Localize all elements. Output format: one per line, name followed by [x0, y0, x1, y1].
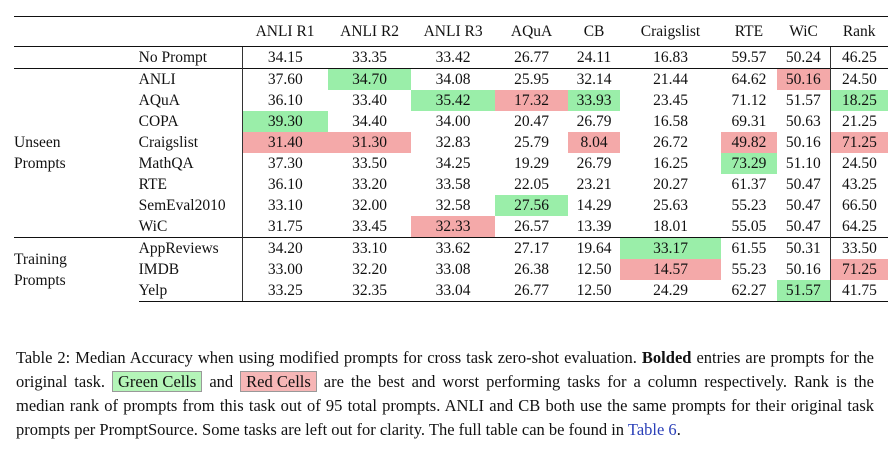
group-label-empty	[14, 47, 139, 69]
table-cell: 24.50	[830, 69, 888, 91]
table-cell: 33.25	[242, 280, 327, 302]
column-header: Craigslist	[620, 17, 721, 47]
table-cell: 13.39	[576, 218, 612, 235]
table-cell: 26.38	[514, 261, 549, 278]
table-cell: 55.23	[731, 197, 767, 214]
table-cell: 33.58	[435, 176, 471, 193]
group-label	[14, 238, 139, 302]
table-row	[14, 259, 888, 280]
table-cell: 33.10	[328, 238, 412, 260]
table-cell: 71.25	[830, 132, 888, 153]
table-cell: 25.63	[653, 197, 688, 214]
table-cell: 50.16	[785, 134, 821, 151]
table-cell: 33.17	[620, 238, 721, 260]
table-cell: 46.25	[830, 47, 888, 69]
prompt-name: MathQA	[138, 155, 194, 172]
table-cell: 20.27	[653, 176, 688, 193]
table-cell: 51.10	[785, 155, 821, 172]
table-cell: 18.01	[653, 218, 688, 235]
table-cell: 69.31	[731, 113, 767, 130]
table-cell: 19.64	[568, 238, 620, 260]
table-cell: 31.30	[328, 132, 412, 153]
table-cell: 33.00	[242, 259, 327, 280]
table-cell: 50.31	[777, 238, 831, 260]
table-cell: 33.40	[352, 92, 387, 109]
table-cell: 41.75	[830, 280, 888, 302]
red-cells-chip: Red Cells	[240, 371, 317, 392]
table-cell: 59.57	[721, 47, 777, 69]
table-cell: 55.05	[731, 218, 767, 235]
table-cell: 50.16	[785, 261, 821, 278]
table-cell: 37.30	[242, 153, 327, 174]
table-row	[14, 174, 888, 195]
table-cell: 33.35	[328, 47, 412, 69]
caption-text: entries are prompts for the original task.	[16, 348, 875, 391]
table-cell: 35.42	[411, 90, 495, 111]
table-cell: 32.58	[435, 197, 471, 214]
group-label-line: Prompts	[14, 271, 66, 289]
table-cell: 61.55	[721, 238, 777, 260]
table-cell: 73.29	[721, 153, 777, 174]
table-cell: 33.20	[352, 176, 387, 193]
prompt-name: SemEval2010	[138, 197, 226, 214]
table-cell: 55.23	[731, 261, 767, 278]
column-header: AQuA	[495, 17, 568, 47]
table-cell: 18.25	[830, 90, 888, 111]
table-row	[14, 111, 888, 132]
table-cell: 26.79	[576, 155, 612, 172]
table-cell: 33.45	[352, 218, 387, 235]
table-cell: 34.70	[328, 69, 412, 91]
table-cell: 32.83	[435, 134, 471, 151]
table-cell: 50.63	[785, 113, 821, 130]
table-cell: 32.00	[352, 197, 387, 214]
results-table	[14, 16, 888, 302]
table-cell: 20.47	[514, 113, 549, 130]
table-cell: 71.12	[731, 92, 767, 109]
table-cell: 50.24	[777, 47, 831, 69]
table-cell: 16.25	[653, 155, 688, 172]
prompt-name: Yelp	[139, 280, 243, 302]
table-caption	[16, 346, 874, 442]
table-cell: 66.50	[830, 195, 888, 216]
caption-text: and	[202, 372, 241, 391]
table-cell: 33.50	[830, 238, 888, 260]
table-cell: 32.14	[568, 69, 620, 91]
table-cell: 23.45	[653, 92, 688, 109]
table-cell: 26.57	[514, 218, 549, 235]
caption-bolded-word: Bolded	[641, 348, 692, 367]
table-cell: 36.10	[242, 174, 327, 195]
table-cell: 39.30	[242, 111, 327, 132]
table-cell: 24.11	[568, 47, 620, 69]
table-cell: 23.21	[576, 176, 612, 193]
table-cell: 36.10	[242, 90, 327, 111]
header-row	[14, 17, 888, 47]
prompt-name: No Prompt	[139, 47, 243, 69]
table-body	[14, 47, 888, 302]
table-cell: 33.93	[568, 90, 620, 111]
table-cell: 12.50	[568, 280, 620, 302]
table-cell: 27.17	[495, 238, 568, 260]
table-cell: 21.25	[830, 111, 888, 132]
table-row	[14, 132, 888, 153]
table-cell: 19.29	[514, 155, 549, 172]
table-cell: 17.32	[495, 90, 568, 111]
table-cell: 37.60	[242, 69, 327, 91]
table-row	[14, 47, 888, 69]
table-cell: 14.57	[620, 259, 721, 280]
column-header: Rank	[830, 17, 888, 47]
table-cell: 51.57	[777, 280, 831, 302]
column-header: ANLI R3	[411, 17, 495, 47]
table-cell: 51.57	[785, 92, 821, 109]
table-cell: 31.40	[242, 132, 327, 153]
table-cell: 34.00	[435, 113, 471, 130]
caption-text: Table 2: Median Accuracy when using modified prompts for cross task zero-shot evaluation.	[16, 348, 642, 367]
table-cell: 21.44	[620, 69, 721, 91]
table-row	[14, 69, 888, 91]
header-empty	[14, 17, 139, 47]
table-cell: 24.50	[830, 153, 888, 174]
column-header: ANLI R1	[242, 17, 327, 47]
table-row	[14, 280, 888, 302]
table-cell: 31.75	[242, 216, 327, 238]
table-cell: 71.25	[830, 259, 888, 280]
table-cell: 33.10	[242, 195, 327, 216]
table-cell: 61.37	[731, 176, 767, 193]
table-cell: 26.77	[495, 47, 568, 69]
table-cell: 33.08	[435, 261, 471, 278]
table-cell: 27.56	[495, 195, 568, 216]
table-cell: 33.42	[411, 47, 495, 69]
caption-text: are the best and worst performing tasks for a column respectively. Rank is the median rank of prompts from this task out of 95 total prompts. ANLI and CB both use the same prompts for their original task prompts per PromptSource. Some tasks are left out for clarity. The full table can be found in	[16, 372, 874, 439]
column-header: ANLI R2	[328, 17, 412, 47]
table-cell: 22.05	[514, 176, 549, 193]
table-cell: 34.40	[352, 113, 387, 130]
table-cell: 34.20	[242, 238, 327, 260]
prompt-name: IMDB	[138, 261, 180, 278]
table-cell: 16.58	[653, 113, 688, 130]
table-cell: 25.79	[514, 134, 549, 151]
prompt-name: AQuA	[138, 92, 180, 109]
table-cell: 26.72	[653, 134, 688, 151]
prompt-name: WiC	[138, 218, 168, 235]
column-header: CB	[568, 17, 620, 47]
group-label-line: Prompts	[14, 155, 66, 172]
prompt-name: AppReviews	[139, 238, 243, 260]
table-row	[14, 195, 888, 216]
table-6-link[interactable]: Table 6	[627, 420, 677, 439]
table-cell: 33.50	[352, 155, 387, 172]
table-cell: 16.83	[620, 47, 721, 69]
column-header: RTE	[721, 17, 777, 47]
header-empty	[139, 17, 243, 47]
table-cell: 12.50	[576, 261, 612, 278]
table-cell: 43.25	[830, 174, 888, 195]
group-label-line: Training	[14, 250, 67, 268]
table-cell: 34.25	[435, 155, 471, 172]
table-row	[14, 153, 888, 174]
table-cell: 8.04	[568, 132, 620, 153]
table-cell: 50.16	[777, 69, 831, 91]
table-cell: 26.77	[495, 280, 568, 302]
table-cell: 50.47	[785, 197, 821, 214]
prompt-name: Craigslist	[138, 134, 199, 151]
table-cell: 33.62	[411, 238, 495, 260]
group-label	[14, 69, 139, 238]
table-cell: 64.62	[721, 69, 777, 91]
green-cells-chip: Green Cells	[112, 371, 202, 392]
table-cell: 33.04	[411, 280, 495, 302]
table-row	[14, 238, 888, 260]
prompt-name: COPA	[138, 113, 179, 130]
table-cell: 14.29	[576, 197, 612, 214]
table-cell: 49.82	[721, 132, 777, 153]
table-cell: 34.15	[242, 47, 327, 69]
table-cell: 34.08	[411, 69, 495, 91]
table-row	[14, 216, 888, 238]
caption-text: .	[676, 420, 681, 439]
table-cell: 32.20	[352, 261, 387, 278]
prompt-name: RTE	[138, 176, 167, 193]
table-cell: 50.47	[785, 176, 821, 193]
table-cell: 32.35	[328, 280, 412, 302]
prompt-name: ANLI	[139, 69, 243, 91]
table-cell: 50.47	[785, 218, 821, 235]
group-label-line: Unseen	[14, 134, 61, 151]
table-cell: 62.27	[721, 280, 777, 302]
table-cell: 26.79	[576, 113, 612, 130]
table-cell: 64.25	[830, 216, 888, 238]
table-cell: 25.95	[495, 69, 568, 91]
table-row	[14, 90, 888, 111]
column-header: WiC	[777, 17, 831, 47]
table-cell: 32.33	[411, 216, 495, 238]
table-cell: 24.29	[620, 280, 721, 302]
